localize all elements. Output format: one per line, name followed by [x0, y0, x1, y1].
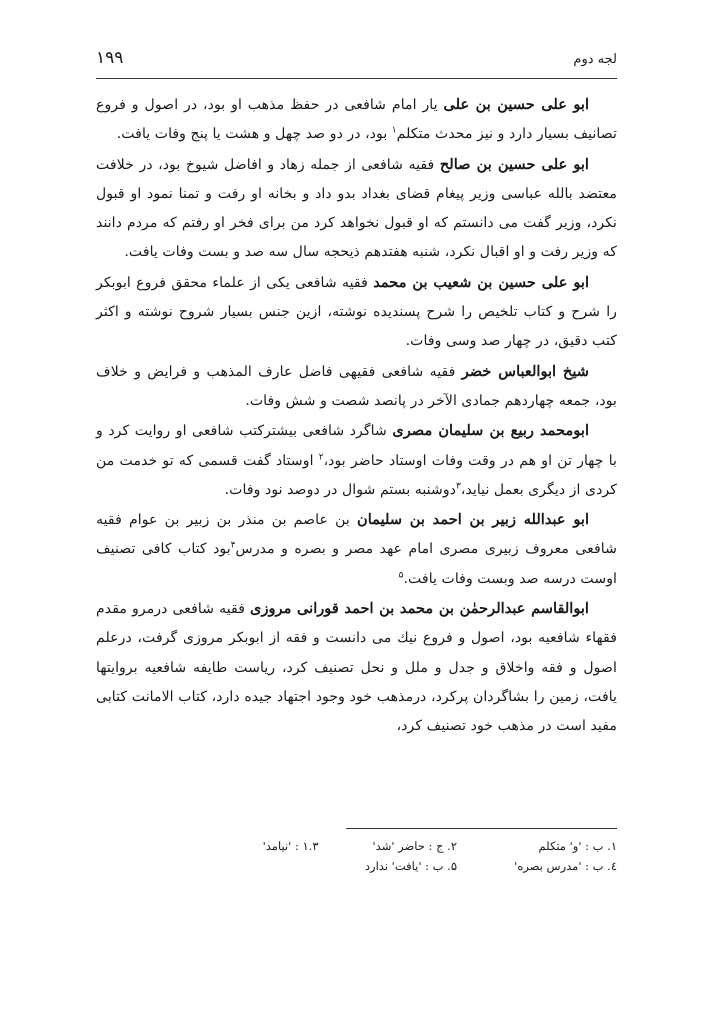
footnote-row [96, 836, 617, 856]
entry-text: بود، در دو صد چهل و هشت یا پنج وفات یافت. [116, 126, 392, 143]
footnote: ۱.۳ : 'نیامد' [262, 839, 319, 853]
footnote-ref: ۵ [398, 570, 404, 581]
entry-name: ابو علی حسین بن علی [443, 96, 589, 113]
entry-name: ابومحمد ربیع بن سلیمان مصری [392, 422, 589, 440]
footnote-rule [346, 828, 617, 829]
entry-text: بن عاصم بن منذر بن زبیر بن عوام فقیه شافعی معروف زبیری مصری امام عهد مصر و بصره و مدرس [96, 512, 618, 558]
entry-name: ابو علی حسین بن صالح [439, 155, 589, 173]
footnote-ref: ۳ [456, 481, 461, 492]
footnote-ref: ۱ [391, 125, 397, 136]
footnote-ref: ۲ [318, 451, 324, 462]
running-head: لجه دوم [573, 52, 617, 67]
entry-name: ابو عبدالله زبیر بن احمد بن سلیمان [357, 511, 589, 529]
footnote: ۱. ب : 'و' متکلم [538, 839, 617, 853]
entry-text: اوستاد گفت قسمی که تو خدمت من کردی از دیگری بعمل نیاید، [96, 452, 617, 498]
entry-text: یار امام شافعی در حفظ مذهب او بود، در اصول و فروع تصانیف بسیار دارد و نیز محدث متکلم [96, 97, 617, 143]
page-number: ۱۹۹ [96, 48, 124, 68]
entry-text: فقیه شافعی درمرو مقدم فقهاء شافعیه بود، اصول و فروع نیك می دانست و فقه از ابوبکر مروزی گرفت، درعلم اصول و فقه واخلاق و جدل و ملل و نحل تصنیف کرد، ریاست طایفه شافعیه بروایتها یافت، زمین را بشاگردان پرکرد، درمذهب خود وجود اجتهاد جیده دارد، کتاب الامانت کتابی مفید است در مذهب خود تصنیف کرد، [96, 601, 617, 735]
page-body [96, 90, 617, 742]
entry-4 [96, 357, 617, 417]
header-rule [96, 78, 617, 79]
entry-3 [96, 268, 617, 357]
entry-text: دوشنبه بستم شوال در دوصد نود وفات. [224, 481, 457, 498]
footnote: ۵. ب : 'یافت' ندارد [364, 859, 457, 873]
entry-text: فقیه شافعی از جمله زهاد و افاضل شیوخ بود، در خلافت معتضد بالله عباسی وزیر پیغام قضای بغداد بدو داد و بخانه او رفت و تمنا نمود او قبول نکرد، وزیر گفت می دانستم که او قبول نخواهد کرد من برای فخر او رفتم که مردم دانند که وزیر رفت و او اقبال نکرد، شنبه هفتدهم ذیحجه سال سه صد و بست وفات یافت. [96, 156, 617, 261]
entry-name: ابوالقاسم عبدالرحمٰن بن محمد بن احمد قورانی مروزی [250, 600, 589, 618]
entry-text: بود کتاب کافی تصنیف اوست درسه صد وبست وفات یافت. [96, 541, 617, 587]
footnote: ٤. ب : 'مدرس بصره' [514, 859, 617, 873]
footnote: ۲. ج : حاضر 'شد' [372, 839, 457, 853]
entry-7 [96, 594, 617, 741]
entry-text: فقیه شافعی فقیهی فاضل عارف المذهب و فرایض و خلاف بود، جمعه چهاردهم جمادی الآخر در پانصد شصت و شش وفات. [96, 363, 617, 409]
entry-5 [96, 416, 617, 505]
footnote-row [96, 856, 617, 876]
footnote-ref: ۴ [230, 540, 236, 551]
entry-name: ابو علی حسین بن شعیب بن محمد [373, 273, 589, 291]
entry-6 [96, 505, 617, 594]
footnotes [96, 836, 617, 876]
entry-text: شاگرد شافعی بیشترکتب شافعی او روایت کرد و با چهار تن او هم در وقت وفات اوستاد حاضر بود، [96, 423, 617, 469]
entry-1 [96, 90, 617, 150]
entry-text: فقیه شافعی یکی از علماء محقق فروع ابوبکر را شرح و کتاب تلخیص را شرح پسندیده نوشته، ازین جنس بسیار شروح نوشته و اکثر کتب دقیق، در چهار صد وسی وفات. [96, 274, 617, 350]
page-header [96, 48, 617, 74]
entry-2 [96, 150, 617, 268]
entry-name: شیخ ابوالعباس خضر [461, 362, 589, 380]
